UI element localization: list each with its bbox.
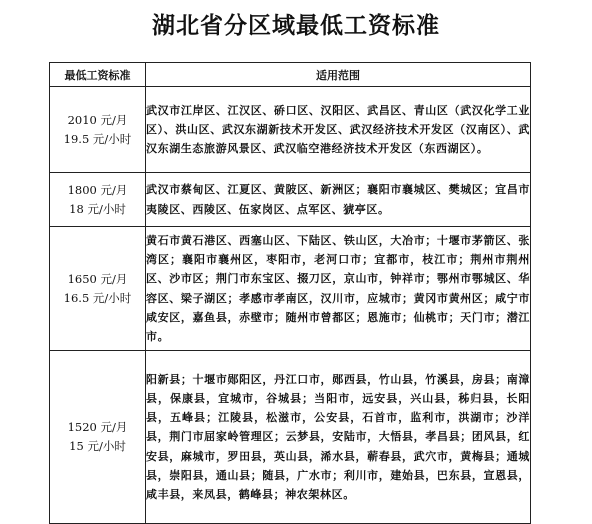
minimum-wage-table bbox=[49, 62, 531, 524]
table-row bbox=[50, 351, 531, 524]
monthly-wage: 2010 元/月 bbox=[67, 112, 128, 127]
table-row bbox=[50, 87, 531, 173]
wage-standard-cell bbox=[50, 173, 146, 227]
table-row bbox=[50, 227, 531, 351]
hourly-wage: 19.5 元/小时 bbox=[63, 131, 132, 146]
header-scope: 适用范围 bbox=[146, 63, 531, 87]
table-header-row bbox=[50, 63, 531, 87]
hourly-wage: 15 元/小时 bbox=[69, 439, 126, 453]
scope-cell: 武汉市江岸区、江汉区、硚口区、汉阳区、武昌区、青山区（武汉化学工业区）、洪山区、武汉东湖新技术开发区、武汉经济技术开发区（汉南区）、武汉东湖生态旅游风景区、武汉临空港经济技术开发区（东西湖区）。 bbox=[146, 87, 531, 173]
monthly-wage: 1800 元/月 bbox=[67, 182, 128, 197]
header-standard: 最低工资标准 bbox=[50, 63, 146, 87]
page-title: 湖北省分区域最低工资标准 bbox=[152, 13, 440, 39]
scope-cell: 武汉市蔡甸区、江夏区、黄陂区、新洲区；襄阳市襄城区、樊城区；宜昌市夷陵区、西陵区、伍家岗区、点军区、猇亭区。 bbox=[146, 173, 531, 227]
wage-standard-cell bbox=[50, 87, 146, 173]
scope-cell: 黄石市黄石港区、西塞山区、下陆区、铁山区，大冶市；十堰市茅箭区、张湾区；襄阳市襄州区，枣阳市，老河口市；宜都市，枝江市；荆州市荆州区、沙市区；荆门市东宝区、掇刀区，京山市，钟祥市；鄂州市鄂城区、华容区、梁子湖区；孝感市孝南区，汉川市，应城市；黄冈市黄州区；咸宁市咸安区，嘉鱼县，赤壁市；随州市曾都区；恩施市；仙桃市；天门市；潜江市。 bbox=[146, 227, 531, 351]
wage-standard-cell bbox=[50, 227, 146, 351]
hourly-wage: 18 元/小时 bbox=[69, 201, 126, 216]
monthly-wage: 1650 元/月 bbox=[67, 271, 128, 286]
monthly-wage: 1520 元/月 bbox=[67, 420, 128, 434]
wage-standard-cell bbox=[50, 351, 146, 524]
hourly-wage: 16.5 元/小时 bbox=[63, 290, 132, 305]
table-row bbox=[50, 173, 531, 227]
scope-cell: 阳新县；十堰市郧阳区，丹江口市，郧西县，竹山县，竹溪县，房县；南漳县，保康县，宜城市，谷城县；当阳市，远安县，兴山县，秭归县，长阳县，五峰县；江陵县，松滋市，公安县，石首市，监利市，洪湖市；沙洋县，荆门市屈家岭管理区；云梦县，安陆市，大悟县，孝昌县；团风县，红安县，麻城市，罗田县，英山县，浠水县，蕲春县，武穴市，黄梅县；通城县，崇阳县，通山县；随县，广水市；利川市，建始县，巴东县，宣恩县，咸丰县，来凤县，鹤峰县；神农架林区。 bbox=[146, 351, 531, 524]
